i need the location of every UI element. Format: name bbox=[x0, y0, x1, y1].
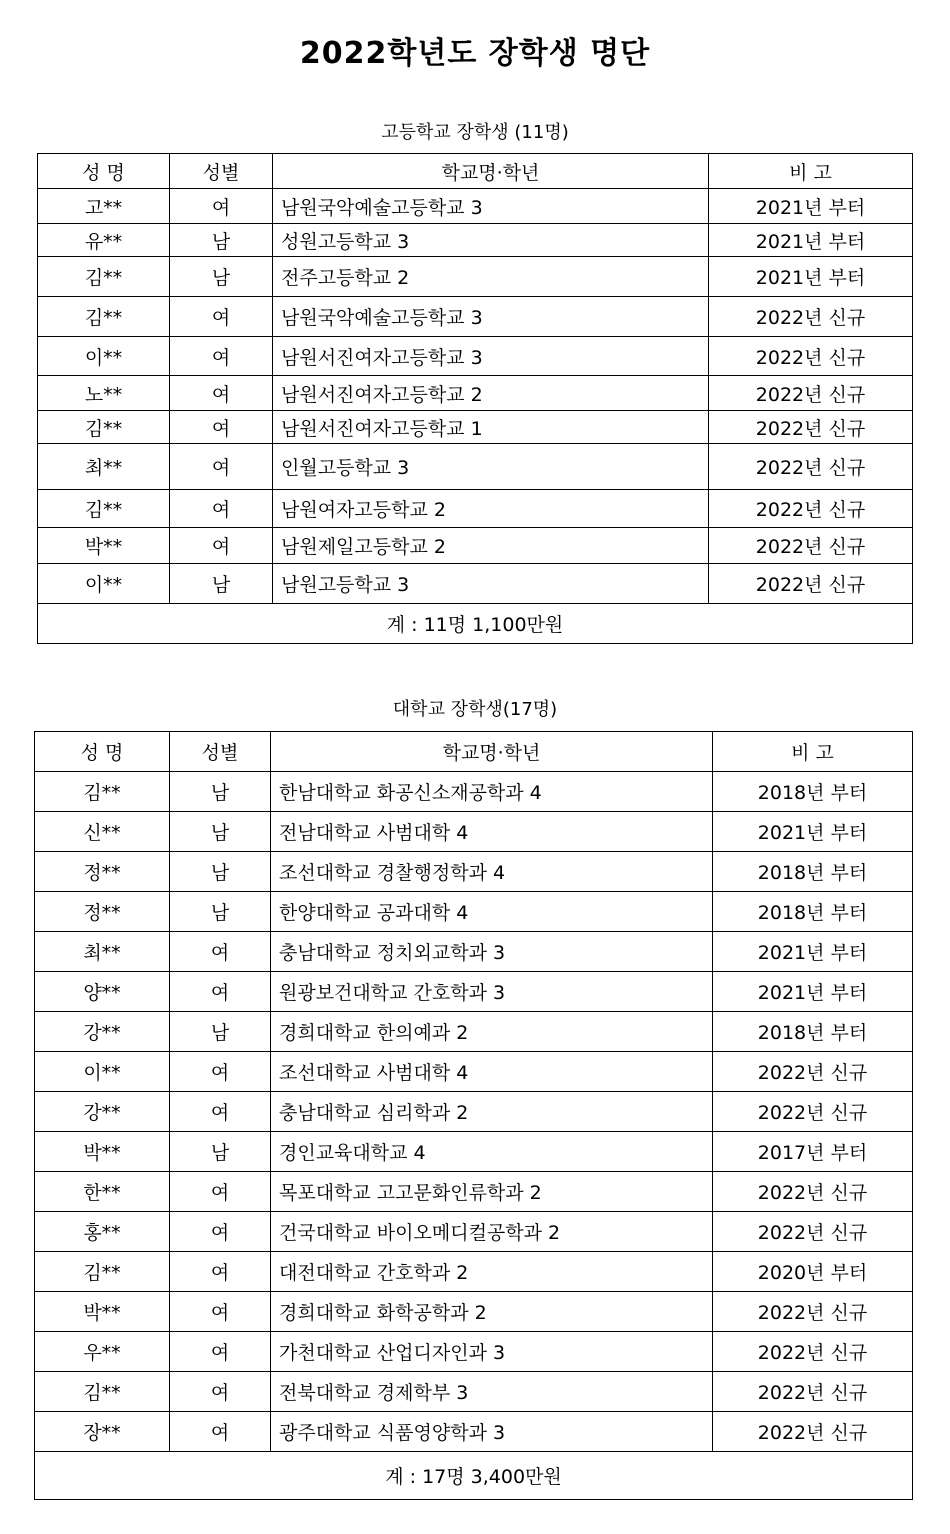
cell-gender: 남 bbox=[170, 852, 271, 892]
cell-gender: 여 bbox=[170, 1212, 271, 1252]
table-row bbox=[35, 932, 913, 972]
high-school-caption: 고등학교 장학생 (11명) bbox=[381, 122, 569, 143]
cell-note: 2022년 신규 bbox=[713, 1292, 913, 1332]
cell-gender: 여 bbox=[170, 297, 273, 337]
total-row bbox=[35, 1452, 913, 1500]
header-school: 학교명·학년 bbox=[271, 732, 713, 772]
table-row bbox=[38, 490, 913, 528]
cell-name: 우** bbox=[35, 1332, 170, 1372]
header-school: 학교명·학년 bbox=[273, 154, 709, 189]
table-row bbox=[38, 411, 913, 444]
cell-school: 전주고등학교 2 bbox=[273, 257, 709, 297]
cell-gender: 남 bbox=[170, 892, 271, 932]
cell-name: 강** bbox=[35, 1092, 170, 1132]
cell-name: 김** bbox=[38, 257, 170, 297]
cell-school: 남원서진여자고등학교 3 bbox=[273, 337, 709, 376]
cell-note: 2022년 신규 bbox=[709, 490, 913, 528]
cell-gender: 여 bbox=[170, 490, 273, 528]
cell-school: 남원서진여자고등학교 1 bbox=[273, 411, 709, 444]
table-row bbox=[35, 972, 913, 1012]
cell-gender: 여 bbox=[170, 411, 273, 444]
cell-note: 2022년 신규 bbox=[709, 297, 913, 337]
cell-name: 고** bbox=[38, 189, 170, 224]
cell-gender: 남 bbox=[170, 564, 273, 604]
cell-name: 김** bbox=[35, 1252, 170, 1292]
total-text: 계 : 11명 1,100만원 bbox=[38, 604, 913, 644]
cell-name: 김** bbox=[38, 297, 170, 337]
cell-note: 2020년 부터 bbox=[713, 1252, 913, 1292]
cell-gender: 여 bbox=[170, 972, 271, 1012]
cell-name: 김** bbox=[38, 411, 170, 444]
cell-gender: 남 bbox=[170, 812, 271, 852]
cell-name: 김** bbox=[35, 1372, 170, 1412]
table-row bbox=[35, 1172, 913, 1212]
cell-name: 유** bbox=[38, 224, 170, 257]
table-row bbox=[35, 892, 913, 932]
cell-name: 강** bbox=[35, 1012, 170, 1052]
cell-school: 전북대학교 경제학부 3 bbox=[271, 1372, 713, 1412]
table-row bbox=[35, 1092, 913, 1132]
cell-note: 2022년 신규 bbox=[709, 528, 913, 564]
cell-name: 최** bbox=[38, 444, 170, 490]
cell-gender: 여 bbox=[170, 1052, 271, 1092]
cell-school: 남원고등학교 3 bbox=[273, 564, 709, 604]
cell-school: 남원제일고등학교 2 bbox=[273, 528, 709, 564]
table-row bbox=[35, 1412, 913, 1452]
cell-name: 이** bbox=[35, 1052, 170, 1092]
cell-gender: 남 bbox=[170, 1012, 271, 1052]
cell-note: 2018년 부터 bbox=[713, 892, 913, 932]
cell-school: 성원고등학교 3 bbox=[273, 224, 709, 257]
table-header-row bbox=[35, 732, 913, 772]
cell-name: 이** bbox=[38, 337, 170, 376]
cell-gender: 여 bbox=[170, 1092, 271, 1132]
table-header-row bbox=[38, 154, 913, 189]
table-row bbox=[35, 852, 913, 892]
table-row bbox=[35, 1292, 913, 1332]
cell-name: 양** bbox=[35, 972, 170, 1012]
table-row bbox=[35, 1332, 913, 1372]
total-row bbox=[38, 604, 913, 644]
cell-name: 정** bbox=[35, 852, 170, 892]
cell-name: 박** bbox=[38, 528, 170, 564]
table-row bbox=[35, 1052, 913, 1092]
cell-name: 박** bbox=[35, 1292, 170, 1332]
cell-note: 2022년 신규 bbox=[709, 444, 913, 490]
cell-school: 충남대학교 정치외교학과 3 bbox=[271, 932, 713, 972]
cell-school: 인월고등학교 3 bbox=[273, 444, 709, 490]
cell-note: 2018년 부터 bbox=[713, 772, 913, 812]
table-row bbox=[38, 337, 913, 376]
cell-name: 김** bbox=[35, 772, 170, 812]
cell-school: 건국대학교 바이오메디컬공학과 2 bbox=[271, 1212, 713, 1252]
cell-school: 광주대학교 식품영양학과 3 bbox=[271, 1412, 713, 1452]
table-row bbox=[38, 257, 913, 297]
cell-school: 충남대학교 심리학과 2 bbox=[271, 1092, 713, 1132]
table-row bbox=[38, 564, 913, 604]
cell-school: 남원서진여자고등학교 2 bbox=[273, 376, 709, 411]
header-note: 비 고 bbox=[713, 732, 913, 772]
cell-gender: 남 bbox=[170, 1132, 271, 1172]
table-row bbox=[38, 189, 913, 224]
cell-school: 경희대학교 화학공학과 2 bbox=[271, 1292, 713, 1332]
cell-name: 김** bbox=[38, 490, 170, 528]
university-table bbox=[34, 731, 913, 1500]
cell-school: 가천대학교 산업디자인과 3 bbox=[271, 1332, 713, 1372]
table-row bbox=[35, 812, 913, 852]
cell-name: 장** bbox=[35, 1412, 170, 1452]
cell-gender: 여 bbox=[170, 1372, 271, 1412]
header-note: 비 고 bbox=[709, 154, 913, 189]
cell-gender: 남 bbox=[170, 772, 271, 812]
cell-school: 남원국악예술고등학교 3 bbox=[273, 297, 709, 337]
header-name: 성 명 bbox=[38, 154, 170, 189]
cell-gender: 여 bbox=[170, 1412, 271, 1452]
cell-gender: 남 bbox=[170, 257, 273, 297]
header-gender: 성별 bbox=[170, 154, 273, 189]
table-row bbox=[38, 444, 913, 490]
cell-note: 2021년 부터 bbox=[709, 257, 913, 297]
table-row bbox=[38, 297, 913, 337]
cell-gender: 남 bbox=[170, 224, 273, 257]
cell-note: 2022년 신규 bbox=[709, 337, 913, 376]
cell-school: 대전대학교 간호학과 2 bbox=[271, 1252, 713, 1292]
cell-school: 한양대학교 공과대학 4 bbox=[271, 892, 713, 932]
cell-school: 경희대학교 한의예과 2 bbox=[271, 1012, 713, 1052]
cell-name: 노** bbox=[38, 376, 170, 411]
table-row bbox=[35, 1012, 913, 1052]
cell-note: 2018년 부터 bbox=[713, 1012, 913, 1052]
cell-gender: 여 bbox=[170, 1172, 271, 1212]
table-row bbox=[38, 376, 913, 411]
cell-gender: 여 bbox=[170, 189, 273, 224]
table-row bbox=[38, 224, 913, 257]
cell-name: 박** bbox=[35, 1132, 170, 1172]
cell-school: 남원여자고등학교 2 bbox=[273, 490, 709, 528]
cell-gender: 여 bbox=[170, 1332, 271, 1372]
table-row bbox=[35, 1372, 913, 1412]
cell-note: 2022년 신규 bbox=[713, 1412, 913, 1452]
header-gender: 성별 bbox=[170, 732, 271, 772]
cell-note: 2018년 부터 bbox=[713, 852, 913, 892]
cell-gender: 여 bbox=[170, 444, 273, 490]
cell-school: 목포대학교 고고문화인류학과 2 bbox=[271, 1172, 713, 1212]
table-row bbox=[35, 1252, 913, 1292]
page-title: 2022학년도 장학생 명단 bbox=[299, 36, 651, 71]
cell-name: 최** bbox=[35, 932, 170, 972]
table-row bbox=[35, 1132, 913, 1172]
cell-note: 2022년 신규 bbox=[709, 564, 913, 604]
cell-note: 2022년 신규 bbox=[713, 1052, 913, 1092]
high-school-table bbox=[37, 153, 913, 644]
cell-school: 원광보건대학교 간호학과 3 bbox=[271, 972, 713, 1012]
cell-gender: 여 bbox=[170, 1292, 271, 1332]
cell-name: 정** bbox=[35, 892, 170, 932]
cell-gender: 여 bbox=[170, 932, 271, 972]
cell-school: 조선대학교 경찰행정학과 4 bbox=[271, 852, 713, 892]
table-row bbox=[35, 772, 913, 812]
cell-note: 2022년 신규 bbox=[713, 1212, 913, 1252]
cell-note: 2021년 부터 bbox=[713, 932, 913, 972]
cell-name: 한** bbox=[35, 1172, 170, 1212]
cell-school: 경인교육대학교 4 bbox=[271, 1132, 713, 1172]
cell-gender: 여 bbox=[170, 528, 273, 564]
cell-note: 2021년 부터 bbox=[713, 812, 913, 852]
cell-gender: 여 bbox=[170, 337, 273, 376]
cell-note: 2022년 신규 bbox=[713, 1092, 913, 1132]
total-text: 계 : 17명 3,400만원 bbox=[35, 1452, 913, 1500]
cell-note: 2022년 신규 bbox=[713, 1372, 913, 1412]
cell-school: 조선대학교 사범대학 4 bbox=[271, 1052, 713, 1092]
cell-name: 신** bbox=[35, 812, 170, 852]
header-name: 성 명 bbox=[35, 732, 170, 772]
cell-note: 2022년 신규 bbox=[713, 1332, 913, 1372]
table-row bbox=[35, 1212, 913, 1252]
cell-school: 전남대학교 사범대학 4 bbox=[271, 812, 713, 852]
cell-gender: 여 bbox=[170, 376, 273, 411]
cell-note: 2022년 신규 bbox=[709, 376, 913, 411]
cell-gender: 여 bbox=[170, 1252, 271, 1292]
cell-school: 한남대학교 화공신소재공학과 4 bbox=[271, 772, 713, 812]
cell-note: 2017년 부터 bbox=[713, 1132, 913, 1172]
cell-note: 2022년 신규 bbox=[709, 411, 913, 444]
university-caption: 대학교 장학생(17명) bbox=[392, 699, 558, 720]
cell-note: 2021년 부터 bbox=[713, 972, 913, 1012]
cell-note: 2021년 부터 bbox=[709, 224, 913, 257]
table-row bbox=[38, 528, 913, 564]
cell-note: 2022년 신규 bbox=[713, 1172, 913, 1212]
cell-name: 홍** bbox=[35, 1212, 170, 1252]
cell-school: 남원국악예술고등학교 3 bbox=[273, 189, 709, 224]
cell-note: 2021년 부터 bbox=[709, 189, 913, 224]
cell-name: 이** bbox=[38, 564, 170, 604]
